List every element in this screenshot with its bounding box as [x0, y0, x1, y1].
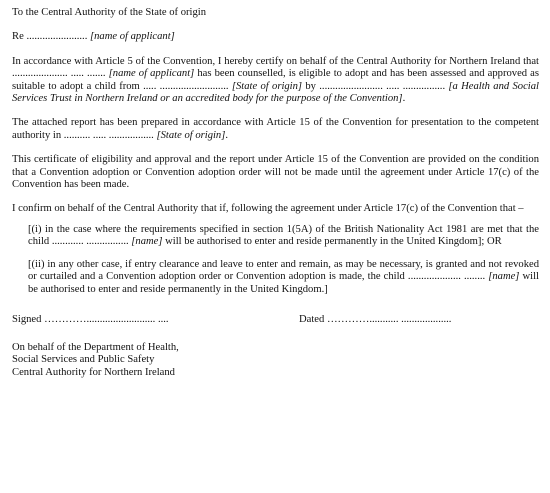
certification-text-3: by ........................ ..... ................ [302, 80, 449, 92]
re-line [12, 31, 539, 43]
re-blank: ....................... [26, 31, 88, 43]
confirmation-paragraph: I confirm on behalf of the Central Authority that if, following the agreement under Article 17(c) of the Convention that – [12, 203, 524, 215]
signed-field [12, 314, 169, 326]
certification-text-4: . [402, 93, 406, 105]
report-paragraph [12, 117, 539, 142]
signed-blank: ………….......................... .... [44, 313, 169, 325]
option-one-text-1: [(i) in the case where the requirements specified in section 1(5A) of the British Nationality Act 1981 are met that the child ............ ................ [28, 223, 539, 248]
dated-field [299, 314, 451, 326]
certification-paragraph [12, 56, 539, 106]
dated-blank: …………........... ................... [326, 313, 452, 325]
certification-text-1: In accordance with Article 5 of the Convention, I hereby certify on behalf of the Central Authority for Northern Ireland that ..................... ..... ....... [12, 55, 539, 80]
report-state-placeholder: [State of origin] [156, 129, 226, 141]
condition-paragraph: This certificate of eligibility and approval and the report under Article 15 of the Convention are provided on the condition that a Convention adoption or Convention adoption order will not be made until the agreement under Article 17(c) of the Convention has been made. [12, 154, 539, 191]
report-text-2: . [225, 129, 229, 141]
re-placeholder: [name of applicant] [90, 31, 175, 43]
re-label: Re [12, 31, 24, 43]
signatory-block [12, 342, 539, 379]
option-one-name-placeholder: [name] [131, 236, 163, 248]
state-of-origin-placeholder: [State of origin] [231, 80, 303, 92]
signature-row [12, 314, 539, 328]
certificate-document [12, 7, 539, 379]
report-text-1: The attached report has been prepared in accordance with Article 15 of the Convention for presentation to the competent authority in .......... ..... ................. [12, 117, 539, 141]
option-two-text-1: [(ii) in any other case, if entry clearance and leave to enter and remain, as may be necessary, is granted and not revoked or curtailed and a Convention adoption order or Convention adoption is made, the child .................... ........ [28, 258, 539, 283]
signatory-line-3: Central Authority for Northern Ireland [12, 366, 175, 378]
applicant-placeholder: [name of applicant] [108, 68, 195, 80]
signatory-line-1: On behalf of the Department of Health, [12, 341, 179, 353]
assessing-body-placeholder: [a Health and Social Services Trust in Northern Ireland or an accredited body for the purpose of the Convention] [12, 80, 539, 105]
addressee-line: To the Central Authority of the State of origin [12, 7, 207, 18]
option-two-text-2: will be authorised to enter and reside permanently in the United Kingdom.] [28, 271, 539, 295]
signed-label: Signed [12, 313, 42, 325]
option-one-text-2: will be authorised to enter and reside permanently in the United Kingdom]; OR [162, 236, 502, 248]
dated-label: Dated [299, 313, 325, 325]
option-two-name-placeholder: [name] [488, 271, 520, 283]
option-two-paragraph [28, 259, 539, 296]
certification-text-2: has been counselled, is eligible to adopt and has been assessed and approved as suitable to adopt a child from ..... .......................... [12, 68, 540, 92]
option-one-paragraph [28, 224, 539, 249]
signatory-line-2: Social Services and Public Safety [12, 354, 155, 366]
